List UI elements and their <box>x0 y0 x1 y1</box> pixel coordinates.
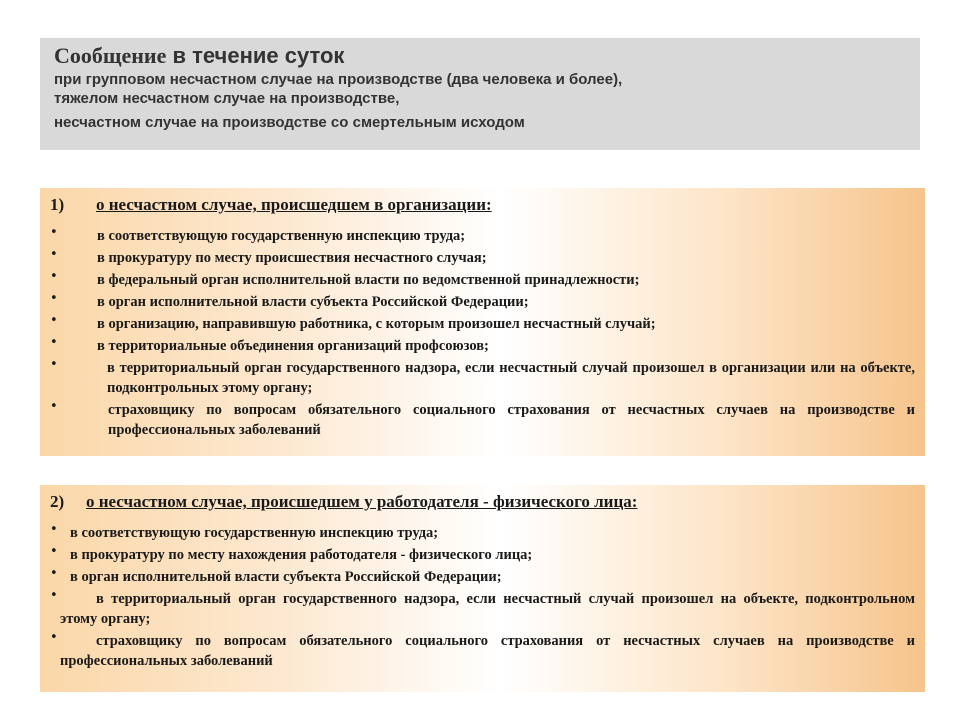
list-item <box>50 631 915 671</box>
list-item-text: в орган исполнительной власти субъекта Российской Федерации; <box>70 569 502 585</box>
list-item-text: в соответствующую государственную инспекцию труда; <box>97 228 466 244</box>
list-item-text: в территориальные объединения организаций профсоюзов; <box>97 338 489 354</box>
bullet-icon: • <box>50 522 58 537</box>
list-item <box>50 226 915 246</box>
list-item-text: в территориальный орган государственного надзора, если несчастный случай произошел на объекте, подконтрольном этому органу; <box>60 591 915 627</box>
section-heading: о несчастном случае, происшедшем у работодателя - физического лица: <box>86 492 638 511</box>
list-item <box>50 248 915 268</box>
list-item <box>50 292 915 312</box>
bullet-icon: • <box>50 247 58 262</box>
list-item-text: страховщику по вопросам обязательного социального страхования от несчастных случаев на производстве и профессиональных заболеваний <box>108 402 915 438</box>
list-item-text: в организацию, направившую работника, с которым произошел несчастный случай; <box>97 316 656 332</box>
list-item-text: в орган исполнительной власти субъекта Российской Федерации; <box>97 294 529 310</box>
bullet-icon: • <box>50 291 58 306</box>
bullet-icon: • <box>50 544 58 559</box>
list-item-text: страховщику по вопросам обязательного социального страхования от несчастных случаев на производстве и профессиональных заболеваний <box>60 633 915 669</box>
recipient-list <box>50 226 915 440</box>
bullet-icon: • <box>50 269 58 284</box>
bullet-icon: • <box>50 566 58 581</box>
list-item <box>50 314 915 334</box>
list-item <box>50 358 915 398</box>
list-item-text: в соответствующую государственную инспекцию труда; <box>70 525 439 541</box>
section-organization <box>40 188 925 456</box>
header-title-rest: в течение суток <box>166 43 345 68</box>
bullet-icon: • <box>50 357 58 372</box>
section-number: 1) <box>50 195 65 214</box>
list-item <box>50 589 915 629</box>
list-item <box>50 336 915 356</box>
bullet-icon: • <box>50 313 58 328</box>
header-line-2: тяжелом несчастном случае на производстве, <box>54 90 400 107</box>
list-item-text: в прокуратуру по месту происшествия несчастного случая; <box>97 250 487 266</box>
bullet-icon: • <box>50 225 58 240</box>
list-item <box>50 545 915 565</box>
recipient-list <box>50 523 915 671</box>
bullet-icon: • <box>50 630 58 645</box>
section-individual-employer <box>40 485 925 692</box>
section-number: 2) <box>50 492 65 511</box>
section-title <box>50 194 915 216</box>
section-heading: о несчастном случае, происшедшем в организации: <box>96 195 492 214</box>
header-panel <box>40 38 920 150</box>
list-item-text: в территориальный орган государственного надзора, если несчастный случай произошел в организации или на объекте, подконтрольных этому органу; <box>107 360 915 396</box>
header-line-3: несчастном случае на производстве со смертельным исходом <box>54 114 525 131</box>
header-title-lead: Сообщение <box>54 43 167 68</box>
list-item-text: в прокуратуру по месту нахождения работодателя - физического лица; <box>70 547 533 563</box>
header-line-1: при групповом несчастном случае на производстве (два человека и более), <box>54 71 623 88</box>
list-item <box>50 567 915 587</box>
list-item <box>50 270 915 290</box>
bullet-icon: • <box>50 588 58 603</box>
bullet-icon: • <box>50 399 58 414</box>
list-item <box>50 523 915 543</box>
list-item-text: в федеральный орган исполнительной власти по ведомственной принадлежности; <box>97 272 640 288</box>
bullet-icon: • <box>50 335 58 350</box>
section-title <box>50 491 915 513</box>
header-title <box>54 42 906 70</box>
list-item <box>50 400 915 440</box>
